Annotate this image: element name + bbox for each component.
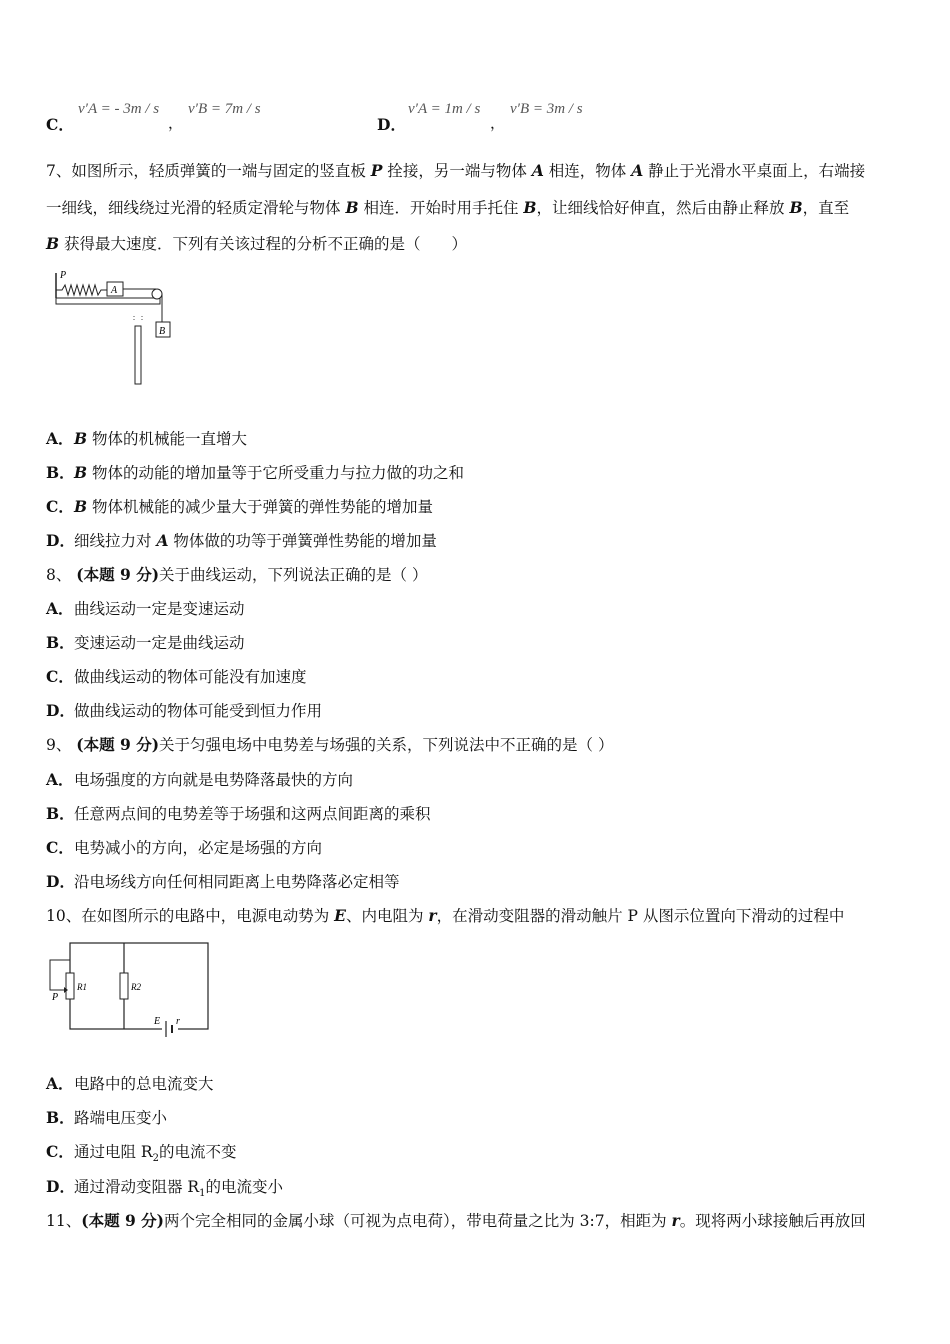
- q7-option-b: [46, 462, 908, 484]
- q7-option-text: 细线拉力对: [74, 532, 157, 550]
- q10-stem: [46, 905, 908, 927]
- q10-option-text: 路端电压变小: [74, 1109, 168, 1127]
- q8-option-text: 曲线运动一定是变速运动: [74, 600, 245, 618]
- q10-option-d: [46, 1176, 908, 1198]
- q8-stem: [46, 564, 908, 586]
- q7-text: ，让细线恰好伸直，然后由静止释放: [536, 199, 790, 217]
- q7-option-a: [46, 428, 908, 450]
- q6-c-formula-va: v′A = - 3m / s: [78, 101, 160, 117]
- q7-stem-line-1: [46, 160, 908, 182]
- q7-var-a: A: [631, 161, 644, 180]
- pulley: [152, 289, 162, 299]
- q7-var-b: B: [46, 234, 60, 253]
- label-b: B: [159, 326, 166, 337]
- q9-number: 9、: [46, 736, 77, 754]
- q10-option-text: 的电流不变: [158, 1143, 237, 1161]
- q7-var-b: B: [789, 198, 803, 217]
- resistor-r1: [66, 973, 74, 999]
- q6-option-c-label: C．: [46, 115, 74, 134]
- q7-var-b: B: [523, 198, 537, 217]
- q8-text: 关于曲线运动，下列说法正确的是（ ）: [159, 566, 428, 584]
- label-a: A: [111, 285, 118, 296]
- q8-option-a: [46, 598, 908, 620]
- q6-d-formula-va: v′A = 1m / s: [408, 101, 481, 117]
- label-p: P: [52, 992, 59, 1003]
- q10-text: 10、在如图所示的电路中，电源电动势为: [46, 907, 335, 925]
- q10-option-text: 通过电阻 R: [74, 1143, 153, 1161]
- q7-option-var: B: [74, 429, 88, 448]
- q10-text: ，在滑动变阻器的滑动触片 P 从图示位置向下滑动的过程中: [436, 907, 845, 925]
- q10-option-a-label: A．: [46, 1074, 74, 1093]
- q10-var-r: r: [428, 906, 437, 925]
- q8-option-a-label: A．: [46, 599, 74, 618]
- q10-option-text: 的电流变小: [205, 1178, 283, 1196]
- q7-option-text: 物体的动能的增加量等于它所受重力与拉力做的功之和: [87, 464, 465, 482]
- table-leg: [135, 326, 141, 384]
- q7-stem-line-3: [46, 233, 908, 255]
- q9-option-b: [46, 803, 908, 825]
- q10-option-b: [46, 1107, 908, 1129]
- q9-stem: [46, 734, 908, 756]
- label-r1: R1: [77, 982, 87, 992]
- q8-option-c: [46, 666, 908, 688]
- q10-option-c-label: C．: [46, 1142, 74, 1161]
- q10-text: 、内电阻为: [345, 907, 429, 925]
- label-r2: R2: [131, 982, 141, 992]
- q7-var-p: P: [370, 161, 383, 180]
- q8-option-text: 做曲线运动的物体可能受到恒力作用: [74, 702, 323, 720]
- q10-var-e: E: [334, 906, 346, 925]
- q11-stem: [46, 1210, 908, 1232]
- q9-option-b-label: B．: [46, 804, 75, 823]
- q10-option-subscript: 2: [152, 1153, 159, 1165]
- q7-option-b-label: B．: [46, 463, 75, 482]
- q9-text: 关于匀强电场中电势差与场强的关系，下列说法中不正确的是（ ）: [159, 736, 614, 754]
- q8-option-d-label: D．: [46, 701, 75, 720]
- q9-option-text: 任意两点间的电势差等于场强和这两点间距离的乘积: [74, 805, 431, 823]
- q7-text: 相连．开始时用手托住: [358, 199, 524, 217]
- q7-var-b: B: [345, 198, 359, 217]
- q6-option-d-label: D．: [377, 115, 406, 134]
- q7-option-text: 物体的机械能一直增大: [87, 430, 248, 448]
- q9-option-a: [46, 769, 908, 791]
- q11-var-r: r: [671, 1211, 680, 1230]
- q7-option-var: B: [74, 463, 88, 482]
- q7-option-a-label: A．: [46, 429, 74, 448]
- q7-option-d: [46, 530, 908, 552]
- q9-option-text: 电场强度的方向就是电势降落最快的方向: [74, 771, 354, 789]
- q6-c-formula-vb: v′B = 7m / s: [188, 101, 261, 117]
- q10-option-subscript: 1: [199, 1188, 206, 1200]
- q6-d-separator: ，: [490, 116, 506, 132]
- q7-option-text: 物体机械能的减少量大于弹簧的弹性势能的增加量: [87, 498, 434, 516]
- q7-text: 相连，物体: [543, 162, 632, 180]
- label-p: P: [60, 270, 67, 281]
- q10-circuit-figure: [44, 938, 214, 1038]
- q7-option-d-label: D．: [46, 531, 75, 550]
- q10-option-text: 电路中的总电流变大: [74, 1075, 214, 1093]
- q10-option-a: [46, 1073, 908, 1095]
- q9-option-text: 电势减小的方向，必定是场强的方向: [74, 839, 323, 857]
- q8-option-text: 做曲线运动的物体可能没有加速度: [74, 668, 307, 686]
- q8-option-b-label: B．: [46, 633, 75, 652]
- q11-score: (本题 9 分): [81, 1211, 164, 1230]
- q9-option-text: 沿电场线方向任何相同距离上电势降落必定相等: [74, 873, 400, 891]
- q8-option-b: [46, 632, 908, 654]
- q9-option-a-label: A．: [46, 770, 74, 789]
- label-e: E: [154, 1016, 161, 1027]
- q6-d-formula-vb: v′B = 3m / s: [510, 101, 583, 117]
- spring: [56, 285, 107, 295]
- q7-var-a: A: [531, 161, 544, 180]
- q9-option-c: [46, 837, 908, 859]
- q6-c-separator: ，: [168, 116, 184, 132]
- q7-spring-pulley-figure: [50, 268, 180, 388]
- resistor-r2: [120, 973, 128, 999]
- q11-number: 11、: [46, 1212, 82, 1230]
- q8-option-text: 变速运动一定是曲线运动: [74, 634, 245, 652]
- q10-option-d-label: D．: [46, 1177, 75, 1196]
- q7-option-c: [46, 496, 908, 518]
- q7-stem-line-2: [46, 197, 908, 219]
- q8-option-d: [46, 700, 908, 722]
- q7-text: 一细线，细线绕过光滑的轻质定滑轮与物体: [46, 199, 346, 217]
- q10-option-b-label: B．: [46, 1108, 75, 1127]
- q7-text: 获得最大速度．下列有关该过程的分析不正确的是（ ）: [59, 235, 468, 253]
- q10-option-c: [46, 1141, 908, 1163]
- q7-option-var: A: [156, 531, 169, 550]
- q9-score: (本题 9 分): [76, 735, 160, 754]
- q11-text: 两个完全相同的金属小球（可视为点电荷），带电荷量之比为 3:7，相距为: [163, 1212, 672, 1230]
- q7-text: 7、如图所示，轻质弹簧的一端与固定的竖直板: [46, 162, 371, 180]
- label-r: r: [176, 1016, 180, 1027]
- q7-text: 拴接，另一端与物体: [382, 162, 532, 180]
- q9-option-d-label: D．: [46, 872, 75, 891]
- q8-option-c-label: C．: [46, 667, 74, 686]
- q9-option-c-label: C．: [46, 838, 74, 857]
- q7-option-text: 物体做的功等于弹簧弹性势能的增加量: [168, 532, 437, 550]
- q8-score: (本题 9 分): [76, 565, 160, 584]
- q10-option-text: 通过滑动变阻器 R: [74, 1178, 200, 1196]
- q7-text: 静止于光滑水平桌面上，右端接: [643, 162, 866, 180]
- table-top: [56, 298, 160, 304]
- q7-option-var: B: [74, 497, 88, 516]
- q8-number: 8、: [46, 566, 77, 584]
- q9-option-d: [46, 871, 908, 893]
- q7-option-c-label: C．: [46, 497, 74, 516]
- q11-text: 。现将两小球接触后再放回: [679, 1212, 866, 1230]
- q7-text: ，直至: [802, 199, 850, 217]
